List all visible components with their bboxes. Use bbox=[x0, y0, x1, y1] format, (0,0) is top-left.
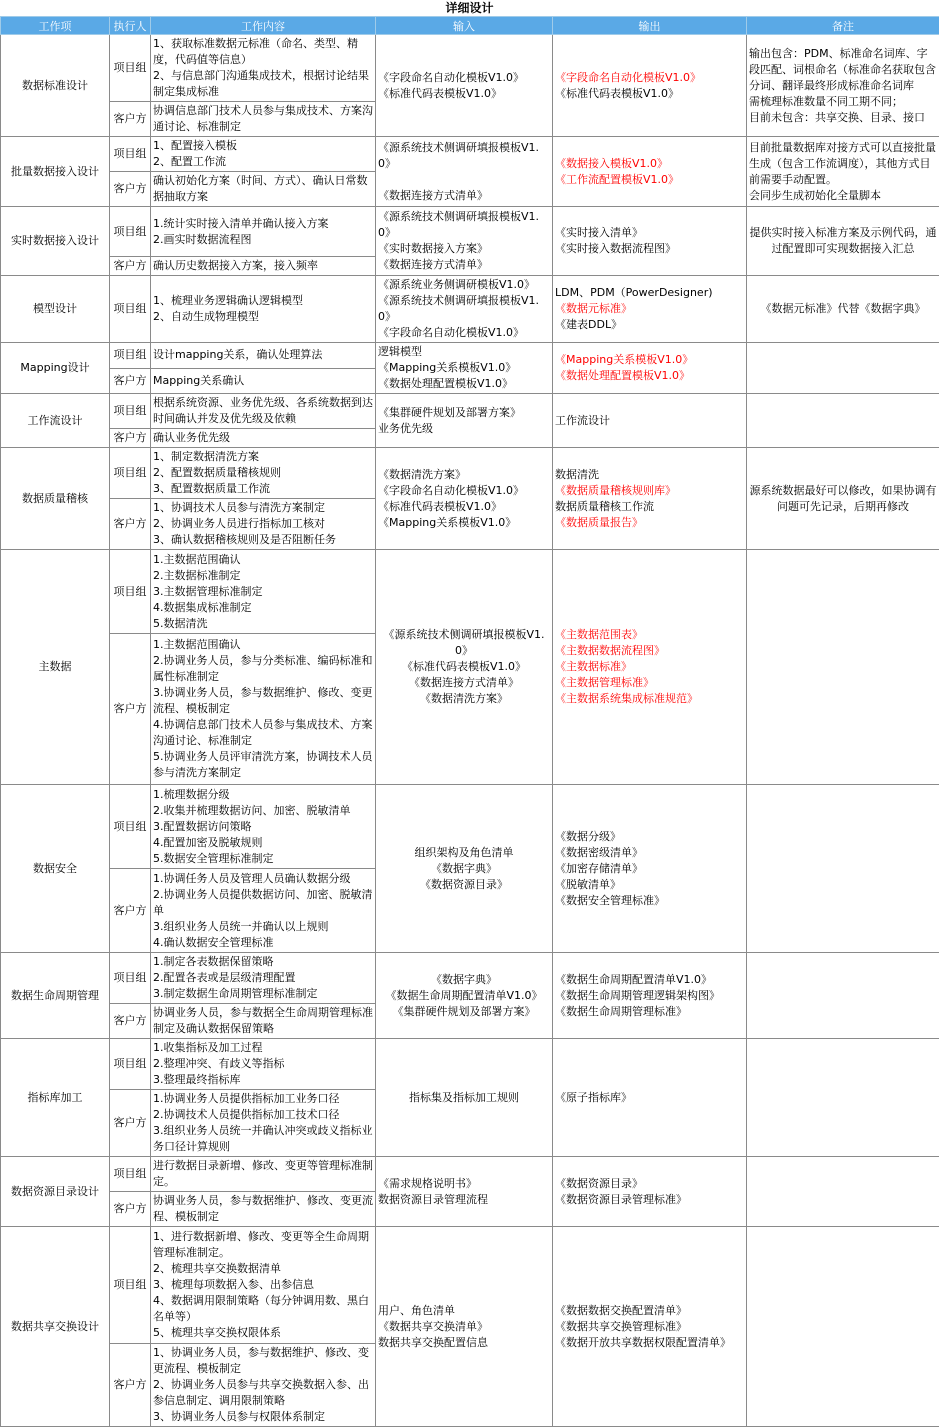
executor-cell: 项目组 bbox=[110, 550, 151, 634]
table-row bbox=[1, 276, 939, 343]
design-table bbox=[0, 16, 939, 1427]
work-item-cell: 实时数据接入设计 bbox=[1, 207, 110, 276]
content-cell: 1、配置接入模板 2、配置工作流 bbox=[151, 137, 376, 172]
output-line: LDM、PDM（PowerDesigner) bbox=[555, 285, 744, 301]
input-line: 《需求规格说明书》 bbox=[378, 1176, 550, 1192]
output-line: 《工作流配置模板V1.0》 bbox=[555, 172, 744, 188]
table-row bbox=[1, 448, 939, 499]
output-line: 《字段命名自动化模板V1.0》 bbox=[555, 70, 744, 86]
work-item-cell: 模型设计 bbox=[1, 276, 110, 343]
work-item-cell: 指标库加工 bbox=[1, 1039, 110, 1157]
output-line: 《数据资源目录管理标准》 bbox=[555, 1192, 744, 1208]
output-line: 《建表DDL》 bbox=[555, 317, 744, 333]
executor-cell: 客户方 bbox=[110, 368, 151, 394]
content-cell: 1、制定数据清洗方案 2、配置数据质量稽核规则 3、配置数据质量工作流 bbox=[151, 448, 376, 499]
content-cell: 确认历史数据接入方案，接入频率 bbox=[151, 257, 376, 276]
input-line: 《集群硬件规划及部署方案》 bbox=[378, 1004, 550, 1020]
output-line: 《主数据系统集成标准规范》 bbox=[555, 691, 744, 707]
output-line: 《原子指标库》 bbox=[555, 1090, 744, 1106]
executor-cell: 客户方 bbox=[110, 1004, 151, 1039]
content-cell: 1.主数据范围确认 2.协调业务人员，参与分类标准、编码标准和属性标准制定 3.协调业务人员，参与数据维护、修改、变更流程、模板制定 4.协调信息部门技术人员参与集成技术、方案沟通讨论、标准制定 5.协调业务人员评审清洗方案，协调技术人员参与清洗方案制定 bbox=[151, 634, 376, 785]
input-line: 组织架构及角色清单 bbox=[378, 845, 550, 861]
content-cell: 进行数据目录新增、修改、变更等管理标准制定。 bbox=[151, 1157, 376, 1192]
content-cell: 1.协调业务人员提供指标加工业务口径 2.协调技术人员提供指标加工技术口径 3.组织业务人员统一并确认冲突或歧义指标业务口径计算规则 bbox=[151, 1090, 376, 1157]
input-cell bbox=[376, 785, 553, 953]
executor-cell: 项目组 bbox=[110, 394, 151, 429]
input-line: 《源系统技术侧调研填报模板V1.0》 bbox=[378, 140, 550, 172]
work-item-cell: 数据生命周期管理 bbox=[1, 953, 110, 1039]
header-input: 输入 bbox=[376, 17, 553, 35]
content-cell: 1.协调任务人员及管理人员确认数据分级 2.协调业务人员提供数据访问、加密、脱敏清单 3.组织业务人员统一并确认以上规则 4.确认数据安全管理标准 bbox=[151, 869, 376, 953]
input-cell bbox=[376, 276, 553, 343]
output-line: 工作流设计 bbox=[555, 413, 744, 429]
output-line: 《主数据范围表》 bbox=[555, 627, 744, 643]
output-line: 《数据数据交换配置清单》 bbox=[555, 1303, 744, 1319]
content-cell: Mapping关系确认 bbox=[151, 368, 376, 394]
executor-cell: 客户方 bbox=[110, 429, 151, 448]
input-cell bbox=[376, 953, 553, 1039]
executor-cell: 项目组 bbox=[110, 1227, 151, 1344]
remark-cell bbox=[747, 1039, 939, 1157]
executor-cell: 项目组 bbox=[110, 35, 151, 102]
output-line: 《数据处理配置模板V1.0》 bbox=[555, 368, 744, 384]
table-row bbox=[1, 343, 939, 369]
input-line: 《数据连接方式清单》 bbox=[378, 188, 550, 204]
output-line: 《数据质量稽核规则库》 bbox=[555, 483, 744, 499]
table-row bbox=[1, 207, 939, 257]
output-line: 《数据共享交换管理标准》 bbox=[555, 1319, 744, 1335]
input-line: 《标准代码表模板V1.0》 bbox=[378, 86, 550, 102]
output-line: 《主数据管理标准》 bbox=[555, 675, 744, 691]
input-line: 《标准代码表模板V1.0》 bbox=[378, 499, 550, 515]
remark-cell bbox=[747, 550, 939, 785]
output-line: 《数据接入模板V1.0》 bbox=[555, 156, 744, 172]
remark-cell: 目前批量数据库对接方式可以直接批量生成（包含工作流调度），其他方式目前需要手动配置。 会同步生成初始化全量脚本 bbox=[747, 137, 939, 207]
output-line: 《主数据数据流程图》 bbox=[555, 643, 744, 659]
content-cell: 1、梳理业务逻辑确认逻辑模型 2、自动生成物理模型 bbox=[151, 276, 376, 343]
output-cell bbox=[553, 448, 747, 550]
header-row bbox=[1, 17, 939, 35]
output-line: 《实时接入清单》 bbox=[555, 225, 744, 241]
input-line: 《数据字典》 bbox=[378, 972, 550, 988]
output-line: 《实时接入数据流程图》 bbox=[555, 241, 744, 257]
table-row bbox=[1, 35, 939, 102]
executor-cell: 项目组 bbox=[110, 207, 151, 257]
input-line: 《标准代码表模板V1.0》 bbox=[378, 659, 550, 675]
table-row bbox=[1, 137, 939, 172]
input-line: 《字段命名自动化模板V1.0》 bbox=[378, 325, 550, 341]
input-cell bbox=[376, 394, 553, 448]
output-line: 《数据资源目录》 bbox=[555, 1176, 744, 1192]
remark-cell bbox=[747, 343, 939, 394]
work-item-cell: 数据质量稽核 bbox=[1, 448, 110, 550]
input-line: 数据资源目录管理流程 bbox=[378, 1192, 550, 1208]
output-line: 《标准代码表模板V1.0》 bbox=[555, 86, 744, 102]
executor-cell: 客户方 bbox=[110, 1090, 151, 1157]
content-cell: 1.统计实时接入清单并确认接入方案 2.画实时数据流程图 bbox=[151, 207, 376, 257]
table-row bbox=[1, 1039, 939, 1090]
executor-cell: 客户方 bbox=[110, 257, 151, 276]
output-cell bbox=[553, 1227, 747, 1427]
input-line: 《Mapping关系模板V1.0》 bbox=[378, 515, 550, 531]
remark-cell: 源系统数据最好可以修改，如果协调有问题可先记录，后期再修改 bbox=[747, 448, 939, 550]
input-line: 《数据处理配置模板V1.0》 bbox=[378, 376, 550, 392]
executor-cell: 客户方 bbox=[110, 634, 151, 785]
output-cell bbox=[553, 394, 747, 448]
table-row bbox=[1, 1227, 939, 1344]
input-cell bbox=[376, 1227, 553, 1427]
work-item-cell: 数据资源目录设计 bbox=[1, 1157, 110, 1227]
executor-cell: 客户方 bbox=[110, 1192, 151, 1227]
input-line: 用户、角色清单 bbox=[378, 1303, 550, 1319]
content-cell: 确认业务优先级 bbox=[151, 429, 376, 448]
content-cell: 协调信息部门技术人员参与集成技术、方案沟通讨论、标准制定 bbox=[151, 102, 376, 137]
content-cell: 根据系统资源、业务优先级、各系统数据到达时间确认并发及优先级及依赖 bbox=[151, 394, 376, 429]
content-cell: 协调业务人员，参与数据维护、修改、变更流程、模板制定 bbox=[151, 1192, 376, 1227]
output-line: 《数据安全管理标准》 bbox=[555, 893, 744, 909]
output-line: 《数据生命周期配置清单V1.0》 bbox=[555, 972, 744, 988]
input-line: 逻辑模型 bbox=[378, 344, 550, 360]
input-cell bbox=[376, 207, 553, 276]
executor-cell: 项目组 bbox=[110, 276, 151, 343]
output-cell bbox=[553, 207, 747, 276]
output-line: 《Mapping关系模板V1.0》 bbox=[555, 352, 744, 368]
output-cell bbox=[553, 1157, 747, 1227]
remark-cell: 《数据元标准》代替《数据字典》 bbox=[747, 276, 939, 343]
content-cell: 1.收集指标及加工过程 2.整理冲突、有歧义等指标 3.整理最终指标库 bbox=[151, 1039, 376, 1090]
input-line: 数据共享交换配置信息 bbox=[378, 1335, 550, 1351]
executor-cell: 项目组 bbox=[110, 1039, 151, 1090]
input-cell bbox=[376, 1157, 553, 1227]
table-row bbox=[1, 550, 939, 634]
output-cell bbox=[553, 785, 747, 953]
input-line: 《字段命名自动化模板V1.0》 bbox=[378, 483, 550, 499]
input-line: 《数据资源目录》 bbox=[378, 877, 550, 893]
input-line: 《源系统技术侧调研填报模板V1.0》 bbox=[378, 293, 550, 325]
table-row bbox=[1, 394, 939, 429]
output-line: 《数据生命周期管理标准》 bbox=[555, 1004, 744, 1020]
work-item-cell: Mapping设计 bbox=[1, 343, 110, 394]
input-line: 业务优先级 bbox=[378, 421, 550, 437]
executor-cell: 项目组 bbox=[110, 343, 151, 369]
input-line: 《字段命名自动化模板V1.0》 bbox=[378, 70, 550, 86]
output-cell bbox=[553, 35, 747, 137]
content-cell: 1、进行数据新增、修改、变更等全生命周期管理标准制定。 2、梳理共享交换数据清单 3、梳理每项数据入参、出参信息 4、数据调用限制策略（每分钟调用数、黑白名单等） 5、梳理共享交换权限体系 bbox=[151, 1227, 376, 1344]
input-line: 《源系统业务侧调研模板V1.0》 bbox=[378, 277, 550, 293]
input-cell bbox=[376, 343, 553, 394]
output-cell bbox=[553, 137, 747, 207]
input-line: 《集群硬件规划及部署方案》 bbox=[378, 405, 550, 421]
remark-cell bbox=[747, 394, 939, 448]
input-line: 《数据字典》 bbox=[378, 861, 550, 877]
input-line: 《数据共享交换清单》 bbox=[378, 1319, 550, 1335]
remark-cell bbox=[747, 953, 939, 1039]
input-line: 《数据连接方式清单》 bbox=[378, 675, 550, 691]
table-row bbox=[1, 953, 939, 1004]
executor-cell: 项目组 bbox=[110, 137, 151, 172]
work-item-cell: 主数据 bbox=[1, 550, 110, 785]
executor-cell: 客户方 bbox=[110, 102, 151, 137]
remark-cell bbox=[747, 1157, 939, 1227]
executor-cell: 项目组 bbox=[110, 785, 151, 869]
content-cell: 1、协调技术人员参与清洗方案制定 2、协调业务人员进行指标加工核对 3、确认数据稽核规则及是否阻断任务 bbox=[151, 499, 376, 550]
executor-cell: 项目组 bbox=[110, 1157, 151, 1192]
output-line: 数据质量稽核工作流 bbox=[555, 499, 744, 515]
output-cell bbox=[553, 276, 747, 343]
content-cell: 1.制定各表数据保留策略 2.配置各表或是层级清理配置 3.制定数据生命周期管理标准制定 bbox=[151, 953, 376, 1004]
remark-cell bbox=[747, 785, 939, 953]
executor-cell: 客户方 bbox=[110, 1344, 151, 1427]
input-line: 《Mapping关系模板V1.0》 bbox=[378, 360, 550, 376]
executor-cell: 项目组 bbox=[110, 448, 151, 499]
remark-cell: 输出包含：PDM、标准命名词库、字段匹配、词根命名（标准命名获取包含分词、翻译最终形成标准命名词库 需梳理标准数量不同工期不同； 目前未包含：共享交换、目录、接口 bbox=[747, 35, 939, 137]
output-line: 《脱敏清单》 bbox=[555, 877, 744, 893]
table-body bbox=[1, 35, 939, 1427]
output-line: 《数据开放共享数据权限配置清单》 bbox=[555, 1335, 744, 1351]
output-line: 《主数据标准》 bbox=[555, 659, 744, 675]
input-line: 《数据清洗方案》 bbox=[378, 691, 550, 707]
output-line: 《数据质量报告》 bbox=[555, 515, 744, 531]
remark-cell: 提供实时接入标准方案及示例代码，通过配置即可实现数据接入汇总 bbox=[747, 207, 939, 276]
input-line: 《源系统技术侧调研填报模板V1.0》 bbox=[378, 209, 550, 241]
header-output: 输出 bbox=[553, 17, 747, 35]
input-cell bbox=[376, 550, 553, 785]
header-remark: 备注 bbox=[747, 17, 939, 35]
content-cell: 1、协调业务人员，参与数据维护、修改、变更流程、模板制定 2、协调业务人员参与共享交换数据入参、出参信息制定、调用限制策略 3、协调业务人员参与权限体系制定 bbox=[151, 1344, 376, 1427]
output-line: 数据清洗 bbox=[555, 467, 744, 483]
header-executor: 执行人 bbox=[110, 17, 151, 35]
input-line: 《实时数据接入方案》 bbox=[378, 241, 550, 257]
header-work-item: 工作项 bbox=[1, 17, 110, 35]
output-cell bbox=[553, 953, 747, 1039]
output-line: 《数据元标准》 bbox=[555, 301, 744, 317]
input-cell bbox=[376, 35, 553, 137]
output-line: 《数据生命周期管理逻辑架构图》 bbox=[555, 988, 744, 1004]
input-cell bbox=[376, 137, 553, 207]
input-cell bbox=[376, 1039, 553, 1157]
input-line: 《数据生命周期配置清单V1.0》 bbox=[378, 988, 550, 1004]
header-content: 工作内容 bbox=[151, 17, 376, 35]
work-item-cell: 工作流设计 bbox=[1, 394, 110, 448]
output-cell bbox=[553, 1039, 747, 1157]
output-cell bbox=[553, 550, 747, 785]
work-item-cell: 数据安全 bbox=[1, 785, 110, 953]
work-item-cell: 数据共享交换设计 bbox=[1, 1227, 110, 1427]
input-line: 《数据清洗方案》 bbox=[378, 467, 550, 483]
content-cell: 确认初始化方案（时间、方式）、确认日常数据抽取方案 bbox=[151, 172, 376, 207]
input-line: 《数据连接方式清单》 bbox=[378, 257, 550, 273]
input-line: 指标集及指标加工规则 bbox=[378, 1090, 550, 1106]
page-title: 详细设计 bbox=[0, 0, 939, 16]
content-cell: 1.主数据范围确认 2.主数据标准制定 3.主数据管理标准制定 4.数据集成标准制定 5.数据清洗 bbox=[151, 550, 376, 634]
executor-cell: 客户方 bbox=[110, 172, 151, 207]
content-cell: 协调业务人员，参与数据全生命周期管理标准制定及确认数据保留策略 bbox=[151, 1004, 376, 1039]
output-cell bbox=[553, 343, 747, 394]
executor-cell: 项目组 bbox=[110, 953, 151, 1004]
work-item-cell: 数据标准设计 bbox=[1, 35, 110, 137]
table-row bbox=[1, 1157, 939, 1192]
output-line: 《加密存储清单》 bbox=[555, 861, 744, 877]
output-line: 《数据密级清单》 bbox=[555, 845, 744, 861]
content-cell: 1、获取标准数据元标准（命名、类型、精度，代码值等信息） 2、与信息部门沟通集成技术，根据讨论结果制定集成标准 bbox=[151, 35, 376, 102]
input-line: 《源系统技术侧调研填报模板V1.0》 bbox=[378, 627, 550, 659]
executor-cell: 客户方 bbox=[110, 499, 151, 550]
content-cell: 设计mapping关系，确认处理算法 bbox=[151, 343, 376, 369]
remark-cell bbox=[747, 1227, 939, 1427]
work-item-cell: 批量数据接入设计 bbox=[1, 137, 110, 207]
content-cell: 1.梳理数据分级 2.收集并梳理数据访问、加密、脱敏清单 3.配置数据访问策略 4.配置加密及脱敏规则 5.数据安全管理标准制定 bbox=[151, 785, 376, 869]
input-cell bbox=[376, 448, 553, 550]
table-row bbox=[1, 785, 939, 869]
executor-cell: 客户方 bbox=[110, 869, 151, 953]
output-line: 《数据分级》 bbox=[555, 829, 744, 845]
input-line bbox=[378, 172, 550, 188]
